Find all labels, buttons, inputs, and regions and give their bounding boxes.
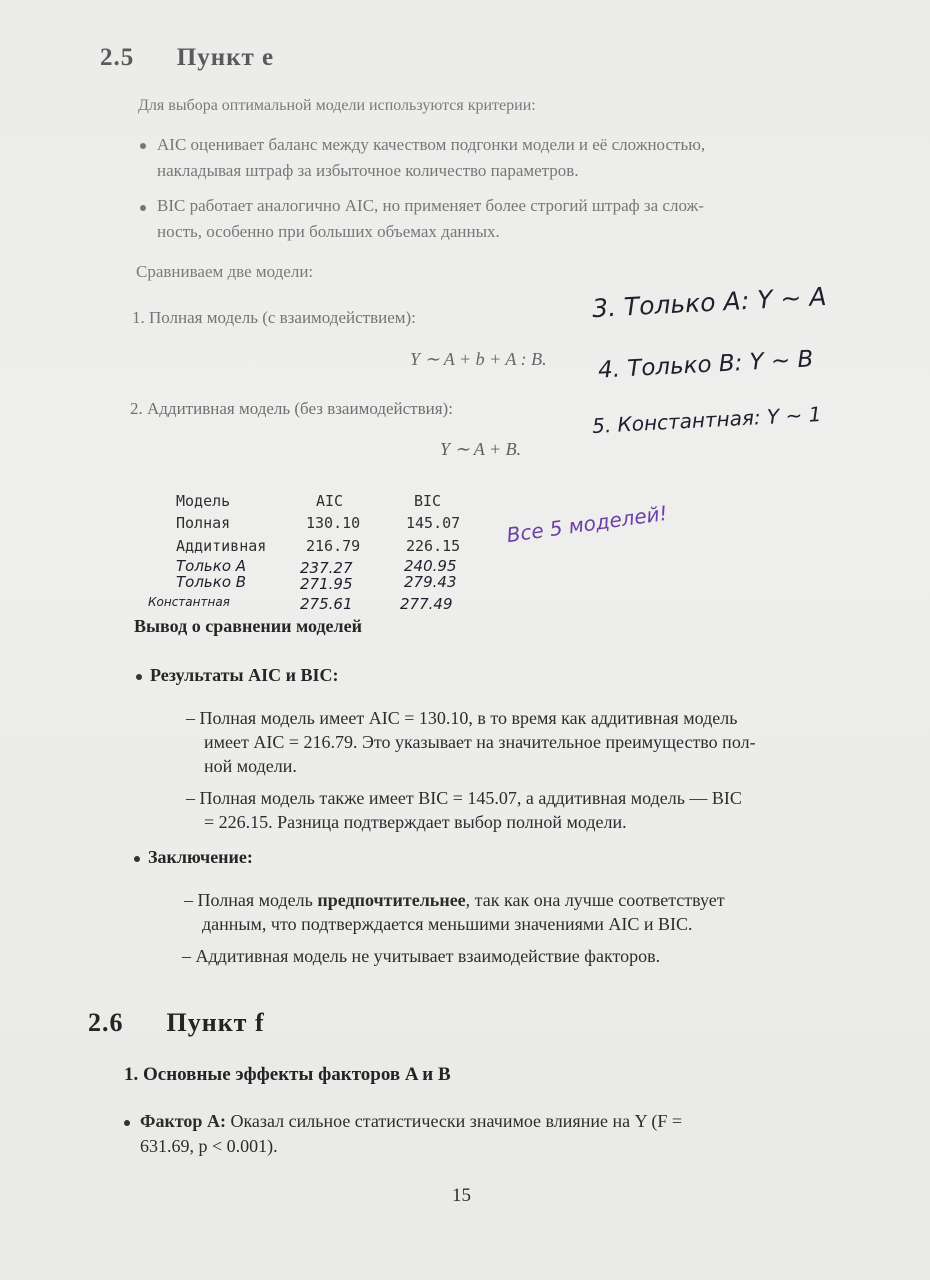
handwritten-table-aic: 271.95 (300, 575, 353, 593)
bullet-dot (124, 1120, 130, 1126)
conclusion-heading: Вывод о сравнении моделей (134, 616, 362, 636)
model2-formula: Y ∼ A + B. (440, 439, 522, 459)
factor-a-line1 (140, 1107, 682, 1135)
results-title: Результаты AIC и BIC: (150, 665, 339, 685)
handwritten-table-model: Только A (176, 557, 247, 575)
table-cell-model: Аддитивная (176, 537, 267, 555)
model1-formula: Y ∼ A + b + A : B. (410, 349, 547, 369)
table-header-bic: BIC (414, 492, 442, 510)
handwritten-table-aic: 275.61 (300, 595, 353, 613)
model2-label: 2. Аддитивная модель (без взаимодействия): (130, 399, 453, 418)
handwritten-table-model: Только B (176, 573, 247, 591)
criterion-aic-line1: AIC оценивает баланс между качеством подгонки модели и её сложностью, (157, 135, 706, 154)
bullet-dot (140, 143, 146, 149)
handwritten-model-5: 5. Константная: Y ~ 1 (591, 402, 822, 438)
conclusion-item1-bold: предпочтительнее (317, 890, 466, 910)
results-item1-line1: – Полная модель имеет AIC = 130.10, в то время как аддитивная модель (186, 708, 738, 728)
handwritten-table-bic: 277.49 (400, 595, 453, 613)
bullet-dot (136, 674, 142, 680)
factor-a-line2: 631.69, p < 0.001). (140, 1136, 278, 1156)
handwritten-table-bic: 279.43 (404, 573, 457, 591)
conclusion-item1-suffix: , так как она лучше соответствует (465, 890, 725, 910)
criterion-aic-line2: накладывая штраф за избыточное количество параметров. (157, 161, 579, 180)
handwritten-model-3: 3. Только A: Y ~ A (591, 281, 828, 324)
section-title: Пункт f (166, 1008, 265, 1037)
table-cell-aic: 130.10 (306, 514, 361, 532)
results-item1-line2: имеет AIC = 216.79. Это указывает на значительное преимущество пол- (204, 732, 756, 752)
conclusion-item2: – Аддитивная модель не учитывает взаимодействие факторов. (182, 946, 661, 966)
section-number: 2.5 (100, 44, 135, 71)
section-heading-2-6 (88, 1008, 265, 1038)
criterion-bic-line1: BIC работает аналогично AIC, но применяет более строгий штраф за слож- (157, 196, 704, 215)
table-cell-bic: 145.07 (406, 514, 461, 532)
results-item1-line3: ной модели. (204, 756, 297, 776)
handwritten-note: Все 5 моделей! (505, 500, 669, 548)
results-item2-line1: – Полная модель также имеет BIC = 145.07, а аддитивная модель — BIC (186, 788, 742, 808)
section-title: Пункт е (176, 44, 275, 71)
criterion-bic-line2: ность, особенно при больших объемах данных. (157, 222, 500, 241)
factor-a-label: Фактор A: (140, 1111, 226, 1131)
conclusion-title: Заключение: (148, 847, 253, 867)
page-number: 15 (452, 1185, 471, 1206)
section-heading-2-5 (100, 44, 274, 72)
table-cell-aic: 216.79 (306, 537, 361, 555)
bullet-dot (134, 856, 140, 862)
table-cell-model: Полная (176, 514, 231, 532)
factor-a-text: Оказал сильное статистически значимое влияние на Y (F = (225, 1111, 683, 1131)
compare-text: Сравниваем две модели: (136, 262, 314, 281)
section-number: 2.6 (88, 1008, 124, 1037)
table-cell-bic: 226.15 (406, 537, 461, 555)
model1-label: 1. Полная модель (с взаимодействием): (132, 308, 416, 327)
bullet-dot (140, 205, 146, 211)
table-header-aic: AIC (316, 492, 344, 510)
handwritten-table-aic: 237.27 (300, 559, 353, 577)
intro-text: Для выбора оптимальной модели используются критерии: (138, 97, 536, 114)
conclusion-item1-line2: данным, что подтверждается меньшими значениями AIC и BIC. (202, 914, 693, 934)
handwritten-table-model: Константная (148, 595, 230, 609)
subsection-heading: 1. Основные эффекты факторов A и B (124, 1064, 451, 1085)
conclusion-item1-prefix: – Полная модель (184, 890, 318, 910)
table-header-model: Модель (176, 492, 231, 510)
results-item2-line2: = 226.15. Разница подтверждает выбор полной модели. (204, 812, 627, 832)
handwritten-table-bic: 240.95 (404, 557, 457, 575)
handwritten-model-4: 4. Только B: Y ~ B (597, 346, 815, 384)
